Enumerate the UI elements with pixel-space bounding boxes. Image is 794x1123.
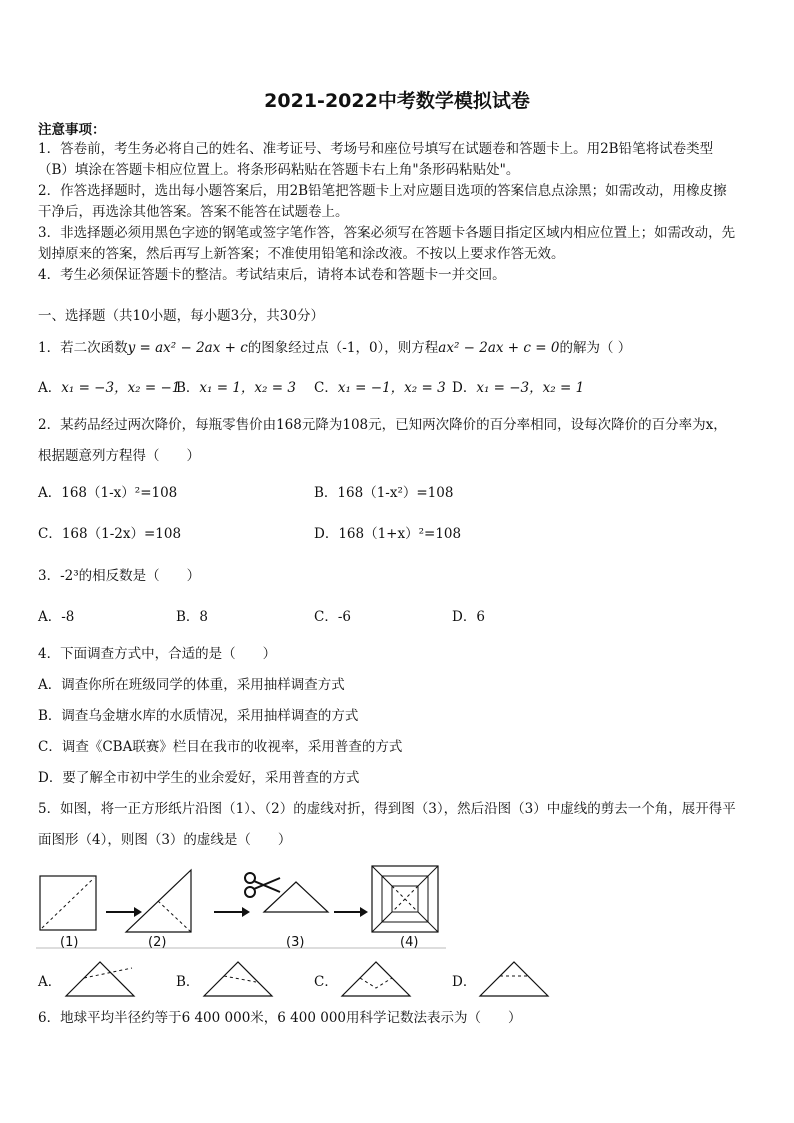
notice-line: 划掉原来的答案，然后再写上新答案；不准使用铅笔和涂改液。不按以上要求作答无效。	[38, 246, 565, 262]
notice-line: 3．非选择题必须用黑色字迹的钢笔或签字笔作答，答案必须写在答题卡各题目指定区域内相应位置上；如需改动，先	[38, 225, 736, 241]
arrow-icon	[334, 907, 368, 917]
q5-option-b-label[interactable]: B．	[176, 974, 200, 990]
figure-3-triangle	[264, 882, 328, 912]
q5-option-a-label[interactable]: A．	[38, 974, 62, 990]
q3-option-b[interactable]: B．8	[176, 609, 209, 625]
question-3-stem: 3．-2³的相反数是（ ）	[38, 568, 201, 584]
q1-equation: ax² − 2ax + c = 0	[438, 340, 560, 356]
q5-option-d-label[interactable]: D．	[452, 974, 477, 990]
question-5-stem-cont: 面图形（4），则图（3）的虚线是（ ）	[38, 832, 292, 848]
figure-2-triangle	[126, 870, 191, 932]
arrow-icon	[214, 907, 250, 917]
notice-line: 干净后，再选涂其他答案。答案不能答在试题卷上。	[38, 204, 349, 220]
q4-option-b[interactable]: B．调查乌金塘水库的水质情况，采用抽样调查的方式	[38, 708, 359, 724]
notice-line: 1．答卷前，考生务必将自己的姓名、准考证号、考场号和座位号填写在试题卷和答题卡上。用2B铅笔将试卷类型	[38, 141, 714, 157]
q3-option-c[interactable]: C．-6	[314, 609, 351, 625]
q1-stem-a: 1．若二次函数	[38, 340, 128, 356]
question-6-stem: 6．地球平均半径约等于6 400 000米，6 400 000用科学记数法表示为（ ）	[38, 1010, 522, 1026]
q3-option-a[interactable]: A．-8	[38, 609, 75, 625]
q5-option-c-label[interactable]: C．	[314, 974, 338, 990]
notice-heading: 注意事项：	[38, 122, 106, 138]
question-2-stem-cont: 根据题意列方程得（ ）	[38, 448, 200, 464]
question-1-stem	[38, 338, 760, 358]
q1-stem-b: 的图象经过点（-1，0），则方程	[247, 340, 439, 356]
q1-option-b[interactable]: B．x₁ = 1，x₂ = 3	[176, 380, 296, 396]
q2-option-a[interactable]: A．168（1-x）²=108	[38, 485, 178, 501]
q1-option-d[interactable]: D．x₁ = −3，x₂ = 1	[452, 380, 585, 396]
notice-line: （B）填涂在答题卡相应位置上。将条形码粘贴在答题卡右上角"条形码粘贴处"。	[38, 162, 520, 178]
figure-4-unfolded	[372, 866, 438, 932]
q4-option-a[interactable]: A．调查你所在班级同学的体重，采用抽样调查方式	[38, 677, 345, 693]
section-heading: 一、选择题（共10小题，每小题3分，共30分）	[38, 308, 324, 324]
q1-option-c[interactable]: C．x₁ = −1，x₂ = 3	[314, 380, 446, 396]
question-5-stem: 5．如图，将一正方形纸片沿图（1）、（2）的虚线对折，得到图（3），然后沿图（3）中虚线的剪去一个角，展开得平	[38, 801, 736, 817]
q4-option-c[interactable]: C．调查《CBA联赛》栏目在我市的收视率，采用普查的方式	[38, 739, 403, 755]
page-title: 2021-2022中考数学模拟试卷	[264, 90, 530, 112]
question-2-stem: 2．某药品经过两次降价，每瓶零售价由168元降为108元，已知两次降价的百分率相同，设每次降价的百分率为x，	[38, 417, 727, 433]
figure-label-3: (3)	[286, 935, 305, 950]
q1-option-a[interactable]: A．x₁ = −3，x₂ = −1	[38, 380, 181, 396]
question-4-stem: 4．下面调查方式中，合适的是（ ）	[38, 646, 277, 662]
figure-label-2: (2)	[148, 935, 167, 950]
q4-option-d[interactable]: D．要了解全市初中学生的业余爱好，采用普查的方式	[38, 770, 360, 786]
q5-figure-sequence	[36, 862, 446, 950]
figure-label-1: (1)	[60, 935, 79, 950]
arrow-icon	[106, 907, 142, 917]
notice-line: 4．考生必须保证答题卡的整洁。考试结束后，请将本试卷和答题卡一并交回。	[38, 267, 506, 283]
figure-label-4: (4)	[400, 935, 419, 950]
figure-1-square	[40, 876, 96, 930]
notice-line: 2．作答选择题时，选出每小题答案后，用2B铅笔把答题卡上对应题目选项的答案信息点涂黑；如需改动，用橡皮擦	[38, 183, 727, 199]
scissors-icon	[245, 873, 280, 897]
q5-option-b-figure[interactable]	[200, 958, 276, 1000]
q2-option-c[interactable]: C．168（1-2x）=108	[38, 526, 182, 542]
q1-function: y = ax² − 2ax + c	[127, 340, 248, 356]
q2-option-b[interactable]: B．168（1-x²）=108	[314, 485, 454, 501]
q5-option-c-figure[interactable]	[338, 958, 414, 1000]
q5-option-a-figure[interactable]	[62, 958, 138, 1000]
q1-stem-c: 的解为（ ）	[559, 340, 632, 356]
q5-option-d-figure[interactable]	[476, 958, 552, 1000]
q3-option-d[interactable]: D．6	[452, 609, 485, 625]
q2-option-d[interactable]: D．168（1+x）²=108	[314, 526, 462, 542]
